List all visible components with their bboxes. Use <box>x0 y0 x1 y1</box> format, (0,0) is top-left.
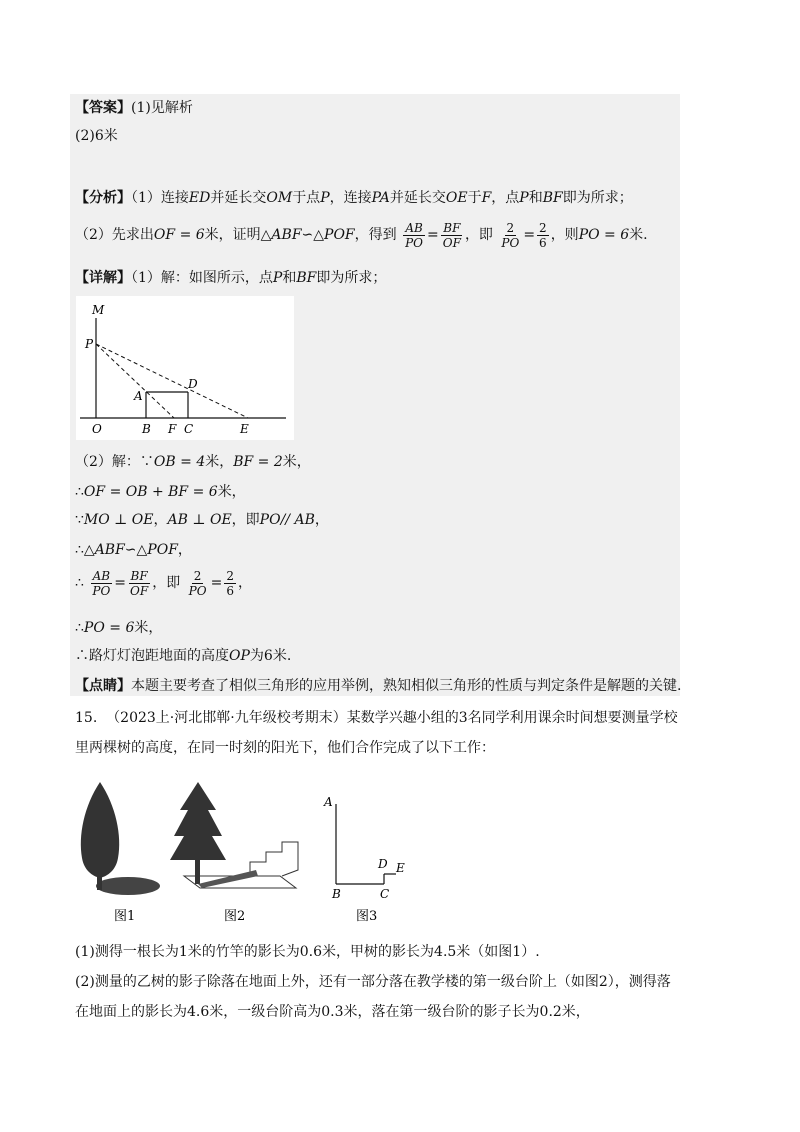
label-o: O <box>92 422 102 436</box>
numerator: 2 <box>506 220 515 235</box>
math: MO ⊥ OE <box>83 512 154 528</box>
text: (1)测得一根长为 <box>75 944 179 960</box>
text: ，即 <box>231 512 260 528</box>
text: 米， <box>282 454 311 470</box>
tree-b-shadow <box>198 870 258 888</box>
text: （2）解：∵ <box>75 454 154 470</box>
text: 米，一级台阶高为 <box>209 1004 322 1020</box>
figure-3 <box>323 795 405 924</box>
tree-b-crown <box>170 782 226 860</box>
numerator: 2 <box>539 220 547 235</box>
math: OP <box>229 648 250 664</box>
text: ∴ <box>75 620 84 636</box>
fraction <box>499 221 521 250</box>
label-d: D <box>188 377 198 391</box>
numerator: BF <box>130 568 148 583</box>
problem-15-item-2-line-1 <box>75 972 671 992</box>
denominator: PO <box>92 583 111 598</box>
figure-1-caption: 图1 <box>114 909 136 924</box>
label-m: M <box>92 303 105 317</box>
answer-part2-unit: 米 <box>103 128 118 144</box>
solution-figure <box>76 296 294 440</box>
detail-step-7 <box>75 646 291 666</box>
math: OF = 6 <box>153 227 205 243</box>
comment-header: 【点睛】 <box>75 678 131 694</box>
text: ， <box>153 512 168 528</box>
text: ，则 <box>550 227 579 243</box>
problem-figures-svg <box>70 780 430 930</box>
text: ∴ <box>75 542 84 558</box>
text: 名同学利用课余时间想要测量学校 <box>467 710 678 726</box>
text: （1）解：如图所示，点 <box>131 270 273 286</box>
math: PA <box>371 190 390 206</box>
text: ， <box>177 542 192 558</box>
line-pf <box>96 344 174 418</box>
math: P <box>519 190 529 206</box>
math: ED <box>188 190 211 206</box>
line-pe <box>96 344 248 418</box>
fig3-label-b: B <box>332 887 341 901</box>
problem-15-line-2 <box>75 738 495 758</box>
math: 0.6 <box>299 944 323 960</box>
numerator: 2 <box>226 568 234 583</box>
label-c: C <box>184 422 194 436</box>
figure-2 <box>170 782 298 924</box>
tree-a-crown <box>81 782 119 878</box>
math: 0.2 <box>539 1004 562 1020</box>
tree-a-trunk <box>97 872 102 890</box>
text: 米. <box>272 648 292 664</box>
text: 米. <box>629 227 648 243</box>
figure-2-caption: 图2 <box>224 909 246 924</box>
text: 并延长交 <box>210 190 267 206</box>
answer-line-2 <box>75 126 118 146</box>
math: 6 <box>263 648 273 664</box>
numerator: 2 <box>193 568 202 583</box>
text: (2)测量的乙树的影子除落在地面上外，还有一部分落在教学楼的第一级台阶上（如图2），测得落 <box>75 974 671 990</box>
text: ， <box>314 512 329 528</box>
label-f: F <box>168 422 177 436</box>
problem-15-item-2-line-2 <box>75 1002 590 1022</box>
denominator: PO <box>501 235 520 250</box>
text: 米， <box>561 1004 590 1020</box>
geometry-diagram <box>76 296 294 440</box>
numerator: AB <box>92 568 111 583</box>
denominator: 6 <box>226 583 234 598</box>
text: 米， <box>205 454 234 470</box>
text: 米，甲树的影长为 <box>322 944 435 960</box>
text: 在地面上的影长为 <box>75 1004 187 1020</box>
math: 4.6 <box>187 1004 210 1020</box>
math: OF = OB + BF = 6 <box>83 484 218 500</box>
fraction <box>403 221 425 250</box>
text: （2）先求出 <box>75 227 154 243</box>
text: 和 <box>282 270 297 286</box>
text: 为 <box>249 648 264 664</box>
fraction <box>128 569 150 598</box>
label-e: E <box>240 422 249 436</box>
comment-text: 本题主要考查了相似三角形的应用举例，熟知相似三角形的性质与判定条件是解题的关键. <box>131 678 682 694</box>
detail-line-1 <box>75 268 386 288</box>
math: 4.5 <box>434 944 457 960</box>
label-b: B <box>142 422 151 436</box>
text: 米， <box>217 484 246 500</box>
text: ∴ <box>75 575 84 591</box>
fig3-label-a: A <box>324 795 333 809</box>
problem-15-line-1 <box>75 708 678 728</box>
analysis-line-2: （2）先求出OF = 6米，证明△ABF∽△POF，得到 $\frac{AB}{PO}$ = $\frac{BF}{OF}$ ，即 $\frac{2}{PO}$ = $\frac{2}{6}$ ，则PO = 6米. <box>75 220 648 250</box>
math: PO// AB <box>259 512 315 528</box>
fraction <box>441 221 463 250</box>
denominator: OF <box>130 583 149 598</box>
fig3-label-c: C <box>380 887 390 901</box>
answer-line-1 <box>75 98 193 118</box>
math: BF <box>296 270 317 286</box>
denominator: PO <box>405 235 424 250</box>
text: 米的竹竿的影长为 <box>187 944 300 960</box>
math: 1 <box>178 944 188 960</box>
problem-15-item-1 <box>75 942 540 962</box>
math: AB ⊥ OE <box>167 512 232 528</box>
denominator: OF <box>442 235 461 250</box>
math: OM <box>266 190 293 206</box>
answer-part2-value: 6 <box>94 128 104 144</box>
detail-header: 【详解】 <box>75 270 131 286</box>
answer-part2-prefix: (2) <box>75 128 95 144</box>
text: ∵ <box>75 512 84 528</box>
math: 3 <box>458 710 468 726</box>
math: BF <box>542 190 563 206</box>
numerator: AB <box>405 220 423 235</box>
denominator: PO <box>188 583 207 598</box>
math: △ABF∽△POF <box>260 227 355 243</box>
label-a: A <box>134 389 143 403</box>
detail-step-3 <box>75 510 329 530</box>
math: BF = 2 <box>233 454 283 470</box>
text: 即为所求； <box>562 190 633 206</box>
text: 和 <box>528 190 543 206</box>
text: ∴路灯灯泡距地面的高度 <box>75 648 229 664</box>
text: ∴ <box>75 484 84 500</box>
math: P <box>272 270 283 286</box>
text: （1）连接 <box>131 190 189 206</box>
detail-step-2 <box>75 482 246 502</box>
analysis-header: 【分析】 <box>75 190 131 206</box>
math: 0.3 <box>321 1004 344 1020</box>
denominator: 6 <box>539 235 547 250</box>
text: 米，证明 <box>204 227 261 243</box>
answer-part1: (1)见解析 <box>131 100 193 116</box>
text: （2023上·河北邯郸·九年级校考期末）某数学兴趣小组的 <box>106 710 459 726</box>
fig3-label-d: D <box>378 857 388 871</box>
tree-b-trunk <box>195 858 200 884</box>
math: OB = 4 <box>153 454 206 470</box>
math: P <box>320 190 330 206</box>
text: 米， <box>134 620 163 636</box>
fraction <box>90 569 112 598</box>
fraction <box>187 569 209 598</box>
text: ，即 <box>464 227 493 243</box>
fig3-label-e: E <box>396 861 405 875</box>
figure-1 <box>81 782 160 924</box>
detail-step-4 <box>75 540 192 560</box>
text: ，即 <box>152 575 181 591</box>
math: △ABF∽△POF <box>83 542 178 558</box>
fraction <box>537 221 549 250</box>
text: ，连接 <box>329 190 372 206</box>
detail-step-5: ∴ $\frac{AB}{PO}$ = $\frac{BF}{OF}$ ，即 $\frac{2}{PO}$ = $\frac{2}{6}$ ， <box>75 568 252 598</box>
math: PO = 6 <box>578 227 630 243</box>
text: ， <box>237 575 252 591</box>
math: PO = 6 <box>83 620 135 636</box>
math: F <box>481 190 492 206</box>
text: 米（如图1）. <box>456 944 540 960</box>
text: 并延长交 <box>389 190 446 206</box>
tree-shadow <box>96 877 160 895</box>
fraction <box>224 569 236 598</box>
text: ，得到 <box>354 227 397 243</box>
text: 于点 <box>292 190 321 206</box>
detail-step-6 <box>75 618 162 638</box>
analysis-line-1 <box>75 188 633 208</box>
detail-step-1 <box>75 452 311 472</box>
figure-3-caption: 图3 <box>356 909 378 924</box>
comment-line <box>75 676 681 696</box>
text: 米，落在第一级台阶的影子长为 <box>343 1004 540 1020</box>
answer-header: 【答案】 <box>75 100 131 116</box>
numerator: BF <box>443 220 461 235</box>
problem-figures <box>70 780 430 930</box>
problem-number: 15. <box>75 710 98 726</box>
math: OE <box>445 190 468 206</box>
text: 于 <box>467 190 482 206</box>
text: ，点 <box>491 190 520 206</box>
stairs <box>250 842 298 876</box>
text: 即为所求； <box>316 270 387 286</box>
text: 里两棵树的高度，在同一时刻的阳光下，他们合作完成了以下工作： <box>75 740 495 756</box>
label-p: P <box>85 337 94 351</box>
